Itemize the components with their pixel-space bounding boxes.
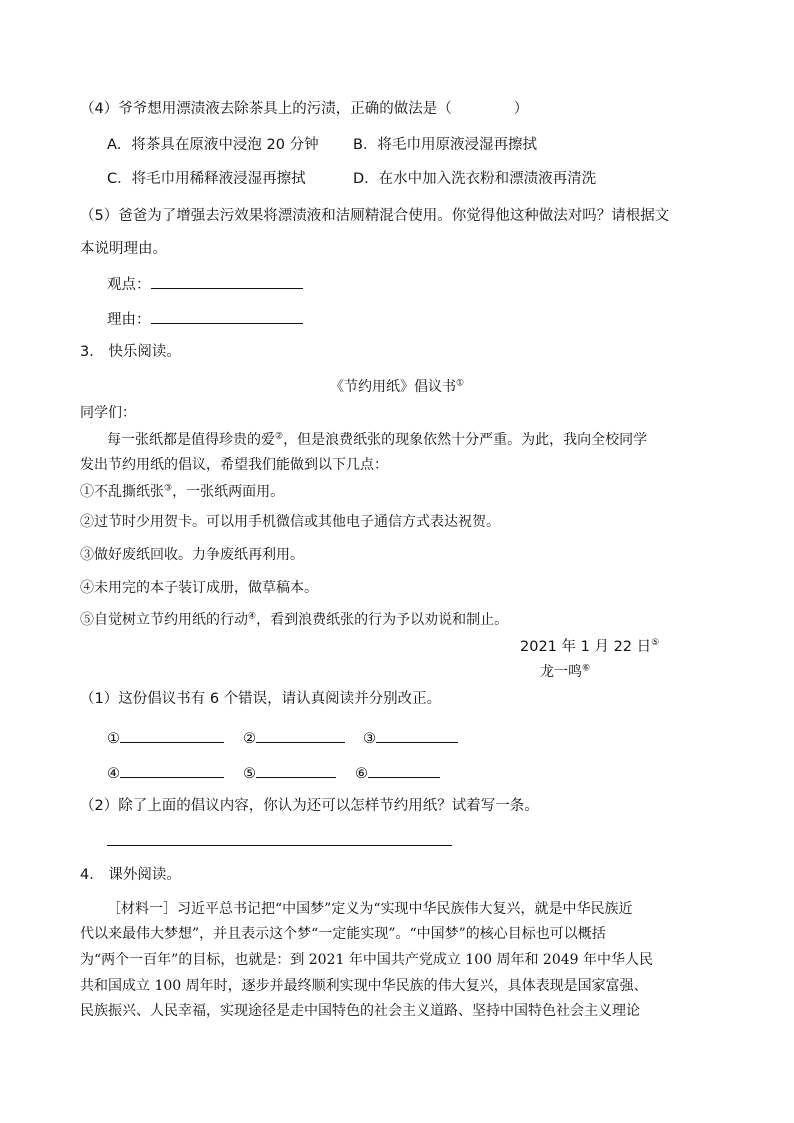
item1-text-b: ，一张纸两面用。 — [172, 484, 285, 500]
reason-blank[interactable] — [151, 309, 303, 324]
correction-blank-2[interactable] — [256, 728, 345, 743]
correction-row-4 — [107, 763, 224, 783]
material1-line-4: 共和国成立 100 周年时，逐步并最终顺利实现中华民族的伟大复兴，具体表现是国家富强、 — [80, 978, 648, 994]
letter-item-5 — [80, 611, 508, 629]
correction-row-5 — [243, 763, 336, 783]
correction-label-1: ① — [107, 731, 120, 747]
correction-row-1 — [107, 728, 224, 748]
material1-line-1: ［材料一］习近平总书记把“中国梦”定义为“实现中华民族伟大复兴，就是中华民族近 — [107, 901, 633, 917]
letter-item-2: ②过节时少用贺卡。可以用手机微信或其他电子通信方式表达祝贺。 — [80, 514, 500, 530]
error-mark-1: ① — [455, 378, 465, 389]
correction-blank-4[interactable] — [120, 763, 224, 778]
para1-text-b: ，但是浪费纸张的现象依然十分严重。为此，我向全校同学 — [283, 432, 648, 448]
correction-label-5: ⑤ — [243, 766, 256, 782]
q5-stem-line2: 本说明理由。 — [80, 241, 167, 257]
para1-text-a: 每一张纸都是值得珍贵的爱 — [107, 432, 275, 448]
q5-stem-line1: （5）爸爸为了增强去污效果将漂渍液和洁厕精混合使用。你觉得他这种做法对吗？请根据文 — [80, 208, 670, 224]
q4-stem-text: （4）爷爷想用漂渍液去除茶具上的污渍，正确的做法是（ — [80, 101, 452, 117]
error-mark-5: ⑤ — [651, 638, 660, 649]
item1-text-a: ①不乱撕纸张 — [80, 484, 164, 500]
letter-title-text: 《节约用纸》倡议书 — [329, 379, 456, 395]
q4-stem — [80, 100, 528, 118]
error-mark-2: ② — [275, 431, 284, 442]
letter-item-3: ③做好废纸回收。力争废纸再利用。 — [80, 547, 304, 563]
correction-label-6: ⑥ — [355, 766, 368, 782]
viewpoint-blank[interactable] — [151, 274, 303, 289]
section3-q2: （2）除了上面的倡议内容，你认为还可以怎样节约用纸？试着写一条。 — [80, 798, 539, 814]
letter-signature — [540, 663, 590, 681]
q5-viewpoint-row — [107, 274, 303, 294]
date-text: 2021 年 1 月 22 日 — [520, 639, 652, 655]
q4-stem-close: ） — [513, 101, 529, 117]
q2-answer-line[interactable] — [107, 845, 452, 846]
letter-para1 — [107, 431, 647, 449]
q4-option-d: D．在水中加入洗衣粉和漂渍液再清洗 — [353, 171, 597, 187]
error-mark-6: ⑥ — [582, 663, 591, 674]
viewpoint-label: 观点： — [107, 277, 151, 293]
letter-para1-line2: 发出节约用纸的倡议，希望我们能做到以下几点： — [80, 457, 388, 473]
letter-title — [0, 378, 794, 396]
item5-text-b: ，看到浪费纸张的行为予以劝说和制止。 — [256, 612, 509, 628]
correction-blank-1[interactable] — [120, 728, 224, 743]
letter-date — [520, 638, 659, 656]
letter-item-1 — [80, 483, 284, 501]
section4-heading: 4． 课外阅读。 — [80, 867, 181, 883]
q5-reason-row — [107, 309, 303, 329]
q4-option-b: B．将毛巾用原液浸湿再擦拭 — [353, 137, 537, 153]
correction-blank-3[interactable] — [376, 728, 458, 743]
material1-line-5: 民族振兴、人民幸福，实现途径是走中国特色的社会主义道路、坚持中国特色社会主义理论 — [80, 1003, 640, 1019]
correction-blank-5[interactable] — [256, 763, 336, 778]
correction-row-6 — [355, 763, 440, 783]
item5-text-a: ⑤自觉树立节约用纸的行动 — [80, 612, 248, 628]
correction-row-2 — [243, 728, 345, 748]
section3-heading: 3． 快乐阅读。 — [80, 344, 181, 360]
section3-q1: （1）这份倡议书有 6 个错误，请认真阅读并分别改正。 — [80, 691, 442, 707]
q4-option-a: A．将茶具在原液中浸泡 20 分钟 — [107, 137, 319, 153]
correction-row-3 — [363, 728, 458, 748]
material1-line-3: 为“两个一百年”的目标，也就是：到 2021 年中国共产党成立 100 周年和 2049 年中华人民 — [80, 952, 653, 968]
q4-option-c: C．将毛巾用稀释液浸湿再擦拭 — [107, 171, 306, 187]
reason-label: 理由： — [107, 312, 151, 328]
material1-line-2: 代以来最伟大梦想”，并且表示这个梦“一定能实现”。“中国梦”的核心目标也可以概括 — [80, 926, 606, 942]
error-mark-3: ③ — [164, 483, 173, 494]
correction-label-4: ④ — [107, 766, 120, 782]
signature-text: 龙一鸣 — [540, 664, 582, 680]
correction-label-3: ③ — [363, 731, 376, 747]
correction-blank-6[interactable] — [368, 763, 440, 778]
letter-item-4: ④未用完的本子装订成册，做草稿本。 — [80, 580, 318, 596]
greeting: 同学们： — [80, 405, 136, 421]
error-mark-4: ④ — [248, 611, 257, 622]
correction-label-2: ② — [243, 731, 256, 747]
